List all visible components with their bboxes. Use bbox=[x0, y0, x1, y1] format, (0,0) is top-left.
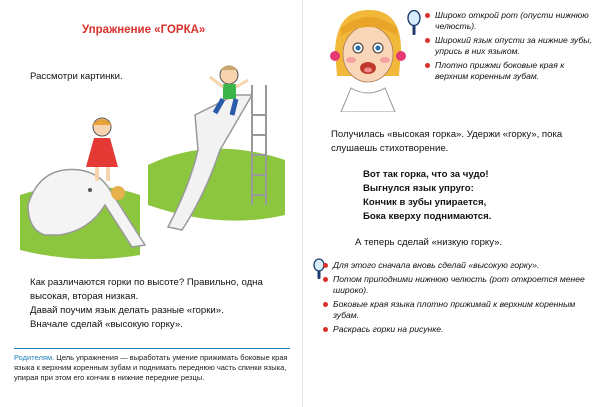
steps-high-slide bbox=[425, 10, 597, 85]
poem-line: Бока кверху поднимаются. bbox=[363, 211, 492, 222]
paragraph-start: Вначале сделай «высокую горку». bbox=[30, 319, 183, 330]
paragraph-heights: Как различаются горки по высоте? Правильно, одна высокая, вторая низкая. bbox=[30, 277, 263, 302]
look-instruction: Рассмотри картинки. bbox=[30, 71, 123, 82]
steps-low-slide bbox=[313, 260, 603, 338]
paragraph-hold: Получилась «высокая горка». Удержи «горку», пока слушаешь стихотворение. bbox=[331, 129, 563, 154]
parents-label: Родителям. bbox=[14, 353, 55, 362]
poem-line: Выгнулся язык упруго: bbox=[363, 183, 474, 194]
list-item: Плотно прижми боковые края к верхним коренным зубам. bbox=[425, 60, 597, 82]
list-item: Для этого сначала вновь сделай «высокую горку». bbox=[313, 260, 603, 271]
mirror-icon bbox=[407, 10, 421, 36]
girl-face-illustration bbox=[329, 6, 407, 112]
list-item: Потом приподними нижнюю челюсть (рот откроется менее широко). bbox=[313, 274, 603, 296]
paragraph-practice: Давай поучим язык делать разные «горки». bbox=[30, 305, 224, 316]
list-item: Боковые края языка плотно прижимай к верхним коренным зубам. bbox=[313, 299, 603, 321]
poem-line: Вот так горка, что за чудо! bbox=[363, 169, 489, 180]
list-item: Широкий язык опусти за нижние зубы, упрись в них языком. bbox=[425, 35, 597, 57]
parents-note bbox=[14, 348, 290, 383]
list-item: Раскрась горки на рисунке. bbox=[313, 324, 603, 335]
list-item: Широко открой рот (опусти нижнюю челюсть). bbox=[425, 10, 597, 32]
right-page bbox=[302, 0, 604, 407]
paragraph-low-slide: А теперь сделай «низкую горку». bbox=[355, 237, 503, 248]
poem-line: Кончик в зубы упирается, bbox=[363, 197, 487, 208]
slides-illustration bbox=[20, 55, 292, 265]
exercise-title: Упражнение «ГОРКА» bbox=[82, 24, 206, 36]
poem bbox=[363, 168, 491, 224]
teddy-bear bbox=[111, 186, 125, 200]
parents-text: Цель упражнения — выработать умение прижимать боковые края языка к верхним коренным зубам и поднимать переднюю часть спинки языка, упирая при этом его кончик в нижние передние резцы. bbox=[14, 353, 288, 382]
